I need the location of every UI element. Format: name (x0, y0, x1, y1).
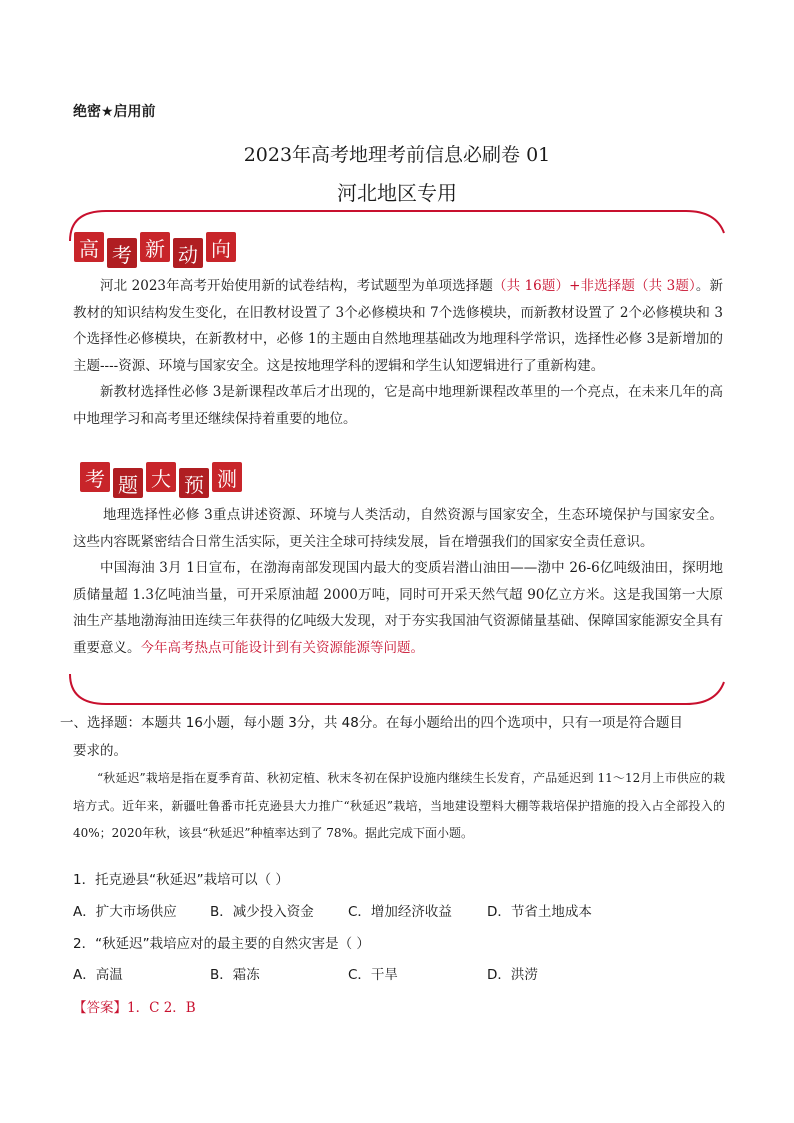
question-stem: “秋延迟”栽培是指在夏季育苗、秋初定植、秋末冬初在保护设施内继续生长发育，产品延迟到 11～12月上市供应的栽培方式。近年来，新疆吐鲁番市托克逊县大力推广“秋延迟”栽培，当地建设塑料大棚等栽培保护措施的投入占全部投入的 40%；2020年秋，该县“秋延迟”种植率达到了 78%。据此完成下面小题。 (73, 771, 725, 840)
banner-char: 考 (107, 238, 137, 268)
para-text: 中国海油 3月 1日宣布，在渤海南部发现国内最大的变质岩潜山油田——渤中 26-6亿吨级油田，探明地质储量超 1.3亿吨油当量，可开采原油超 2000万吨，同时可开采天然气超 90亿立方米。这是我国第一大原油生产基地渤海油田连续三年获得的亿吨级大发现，对于夯实我国油气资源储量基础、保障国家能源安全具有重要意义。 (73, 560, 723, 656)
banner-char: 动 (173, 238, 203, 268)
para-text: 。新教材的知识结构发生变化，在旧教材设置了 3个必修模块和 7个选修模块，而新教材设置了 2个必修模块和 3个选择性必修模块，在新教材中，必修 1的主题由自然地理基础改为地理科学常识，选择性必修 3是新增加的主题----资源、环境与国家安全。这是按地理学科的逻辑和学生认知逻辑进行了重新构建。 (73, 278, 723, 374)
section2-paragraph2 (73, 555, 723, 661)
red-highlight: （共 16题）+非选择题（共 3题） (492, 278, 696, 294)
question-1: 1．托克逊县“秋延迟”栽培可以（ ） (73, 872, 289, 888)
section1-paragraph2: 新教材选择性必修 3是新课程改革后才出现的，它是高中地理新课程改革里的一个亮点，在未来几年的高中地理学习和高考里还继续保持着重要的地位。 (73, 384, 723, 427)
exam-title: 2023年高考地理考前信息必刷卷 01 (243, 144, 551, 166)
banner-char: 考 (80, 462, 110, 492)
banner-char: 高 (74, 232, 104, 262)
instruction-line: 要求的。 (73, 743, 127, 759)
section-instructions (60, 709, 730, 765)
option-d: D．洪涝 (487, 967, 538, 983)
banner-char: 新 (140, 232, 170, 262)
exam-subtitle: 河北地区专用 (337, 181, 457, 205)
option-a: A．高温 (73, 967, 123, 983)
option-c: C．干旱 (348, 967, 398, 983)
banner-char: 向 (206, 232, 236, 262)
instruction-line: 一、选择题：本题共 16小题，每小题 3分，共 48分。在每小题给出的四个选项中，只有一项是符合题目 (60, 715, 683, 731)
section1-paragraph1 (73, 273, 723, 379)
option-b: B．霜冻 (210, 967, 260, 983)
banner-char: 大 (146, 462, 176, 492)
answer-text: 1．C 2．B (127, 1000, 196, 1016)
section2-text (73, 502, 723, 661)
question-2: 2．“秋延迟”栽培应对的最主要的自然灾害是（ ） (73, 936, 370, 952)
option-a: A．扩大市场供应 (73, 904, 177, 920)
banner-char: 预 (179, 468, 209, 498)
question-2-options (73, 963, 673, 983)
answer-label: 【答案】 (73, 1000, 127, 1016)
section2-paragraph1: 地理选择性必修 3重点讲述资源、环境与人类活动，自然资源与国家安全，生态环境保护与国家安全。这些内容既紧密结合日常生活实际，更关注全球可持续发展，旨在增强我们的国家安全责任意识。 (73, 507, 723, 550)
section1-text (73, 273, 723, 432)
answer-line (73, 996, 196, 1016)
option-d: D．节省土地成本 (487, 904, 592, 920)
banner-char: 测 (212, 462, 242, 492)
option-b: B．减少投入资金 (210, 904, 314, 920)
confidential-label: 绝密★启用前 (73, 104, 156, 120)
banner-gaokao-new-trends (74, 232, 236, 268)
bottom-frame-decoration (66, 670, 728, 710)
option-c: C．增加经济收益 (348, 904, 452, 920)
red-highlight: 今年高考热点可能设计到有关资源能源等问题。 (140, 639, 424, 656)
banner-exam-forecast (80, 462, 242, 498)
banner-char: 题 (113, 468, 143, 498)
para-text: 河北 2023年高考开始使用新的试卷结构，考试题型为单项选择题 (100, 278, 493, 294)
question-1-options (73, 900, 673, 920)
